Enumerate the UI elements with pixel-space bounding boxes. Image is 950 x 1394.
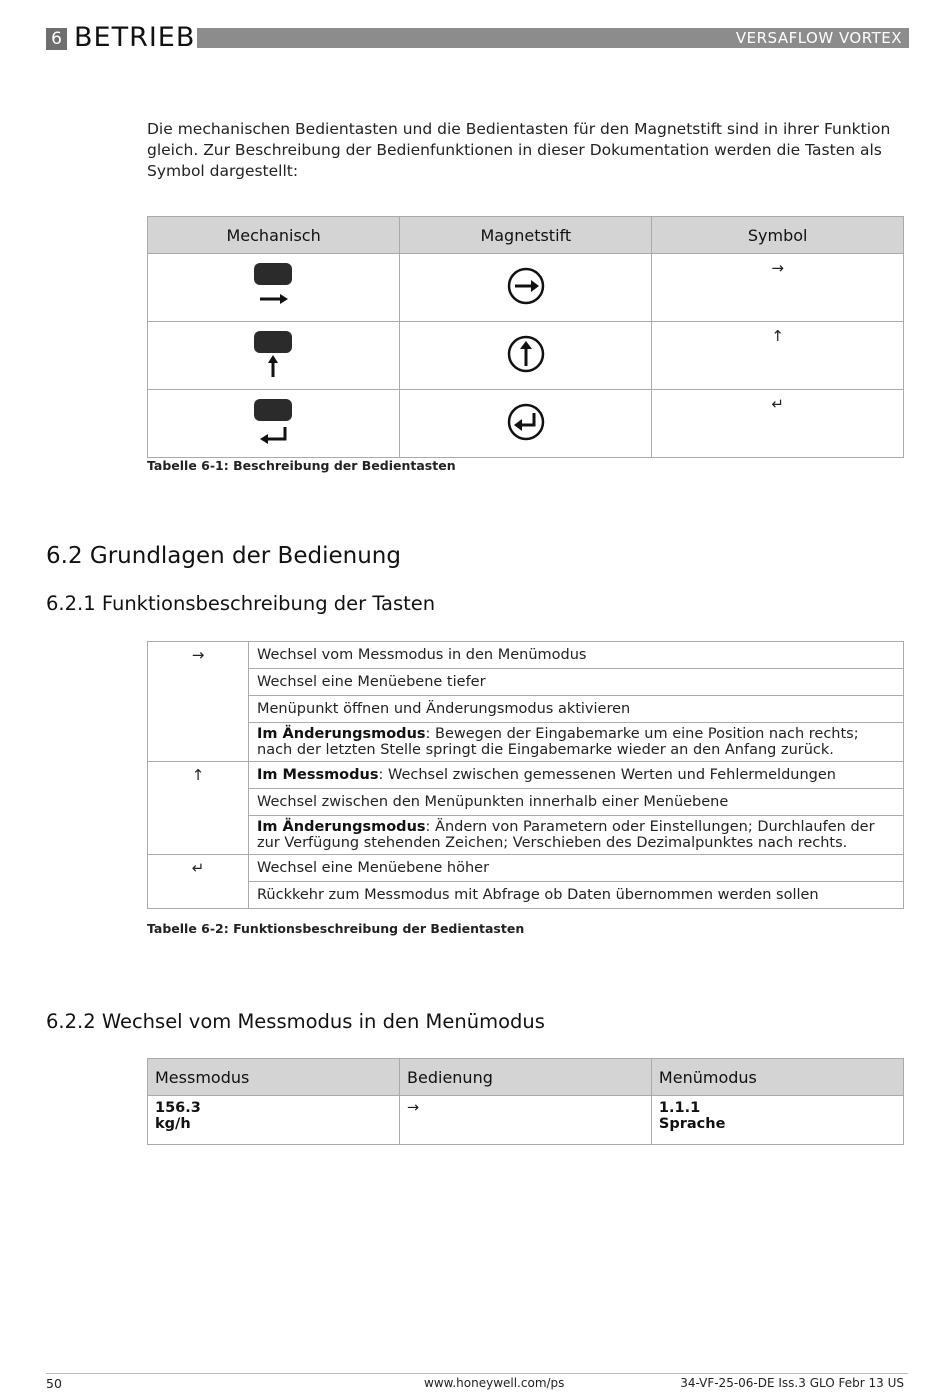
table-row — [148, 762, 904, 789]
document-id: 34-VF-25-06-DE Iss.3 GLO Febr 13 US — [680, 1376, 904, 1390]
header-messmodus: Messmodus — [148, 1059, 400, 1096]
mode-switch-table — [147, 1058, 904, 1145]
chapter-title: BETRIEB — [74, 22, 196, 53]
function-text: Wechsel vom Messmodus in den Menümodus — [249, 642, 904, 669]
table-row — [148, 816, 904, 855]
mechanical-enter-key-icon — [252, 397, 296, 447]
key-description-table — [147, 216, 904, 458]
table-row — [148, 723, 904, 762]
table-row — [148, 254, 904, 322]
function-text: Menüpunkt öffnen und Änderungsmodus aktivieren — [249, 696, 904, 723]
magnet-enter-key — [400, 390, 652, 458]
table-row — [148, 882, 904, 909]
key-enter-cell: ↵ — [148, 855, 249, 909]
page-number: 50 — [46, 1376, 62, 1391]
function-detail: : Bewegen der Eingabemarke um eine Position nach rechts; nach der letzten Stelle springt die Eingabemarke wieder an den Anfang zurück. — [257, 726, 859, 758]
function-detail: : Wechsel zwischen gemessenen Werten und Fehlermeldungen — [378, 767, 836, 783]
mechanical-right-key-icon — [252, 261, 296, 311]
subsection-heading: 6.2.2 Wechsel vom Messmodus in den Menümodus — [46, 1010, 545, 1033]
magnet-up-key — [400, 322, 652, 390]
function-detail: : Ändern von Parametern oder Einstellungen; Durchlaufen der zur Verfügung stehenden Zeichen; Verschieben des Dezimalpunktes nach rechts. — [257, 819, 875, 851]
subsection-heading: 6.2.1 Funktionsbeschreibung der Tasten — [46, 592, 436, 615]
footer-url[interactable]: www.honeywell.com/ps — [424, 1376, 565, 1390]
mechanical-up-key — [148, 322, 400, 390]
header-magnetstift: Magnetstift — [400, 217, 652, 254]
section-heading: 6.2 Grundlagen der Bedienung — [46, 543, 401, 569]
mechanical-enter-key — [148, 390, 400, 458]
operation-cell: → — [400, 1096, 652, 1145]
mode-label: Im Messmodus — [257, 767, 379, 783]
table-row — [148, 669, 904, 696]
table-caption: Tabelle 6-1: Beschreibung der Bedientasten — [147, 458, 456, 473]
measure-value: 156.3 — [155, 1100, 201, 1116]
function-text: Rückkehr zum Messmodus mit Abfrage ob Daten übernommen werden sollen — [249, 882, 904, 909]
menu-code: 1.1.1 — [658, 1100, 701, 1116]
mechanical-up-key-icon — [252, 329, 296, 379]
table-row — [148, 390, 904, 458]
symbol-cell — [652, 254, 904, 322]
header-menuemodus: Menümodus — [651, 1059, 903, 1096]
table-row — [148, 696, 904, 723]
measure-cell — [148, 1096, 400, 1145]
symbol-enter: ↵ — [771, 395, 784, 413]
footer-divider — [46, 1373, 908, 1374]
mode-label: Im Änderungsmodus — [257, 819, 426, 835]
menu-name: Sprache — [658, 1116, 726, 1132]
function-text: Wechsel zwischen den Menüpunkten innerhalb einer Menüebene — [249, 789, 904, 816]
function-text — [249, 816, 904, 855]
table-caption: Tabelle 6-2: Funktionsbeschreibung der Bedientasten — [147, 921, 525, 936]
measure-unit: kg/h — [155, 1116, 191, 1132]
mechanical-right-key — [148, 254, 400, 322]
intro-paragraph: Die mechanischen Bedientasten und die Bedientasten für den Magnetstift sind in ihrer Funktion gleich. Zur Beschreibung der Bedienfunktionen in dieser Dokumentation werden die Tasten als Symbol dargestellt: — [147, 120, 891, 180]
magnet-up-icon — [506, 334, 546, 374]
symbol-cell — [652, 390, 904, 458]
table-row — [148, 1096, 904, 1145]
mode-label: Im Änderungsmodus — [257, 726, 426, 742]
magnet-right-icon — [506, 266, 546, 306]
key-function-table — [147, 641, 904, 909]
symbol-up: ↑ — [771, 327, 784, 345]
symbol-right: → — [771, 259, 784, 277]
table-row — [148, 789, 904, 816]
magnet-enter-icon — [506, 402, 546, 442]
header-symbol: Symbol — [652, 217, 904, 254]
function-text — [249, 723, 904, 762]
key-up-cell: ↑ — [148, 762, 249, 855]
table-row — [148, 855, 904, 882]
header-mechanisch: Mechanisch — [148, 217, 400, 254]
chapter-number: 6 — [46, 28, 67, 50]
function-text: Wechsel eine Menüebene höher — [249, 855, 904, 882]
function-text: Wechsel eine Menüebene tiefer — [249, 669, 904, 696]
magnet-right-key — [400, 254, 652, 322]
header-bedienung: Bedienung — [400, 1059, 652, 1096]
symbol-cell — [652, 322, 904, 390]
function-text — [249, 762, 904, 789]
product-name: VERSAFLOW VORTEX — [735, 29, 902, 47]
menu-cell — [651, 1096, 903, 1145]
key-right-cell: → — [148, 642, 249, 762]
table-row — [148, 322, 904, 390]
table-row — [148, 642, 904, 669]
